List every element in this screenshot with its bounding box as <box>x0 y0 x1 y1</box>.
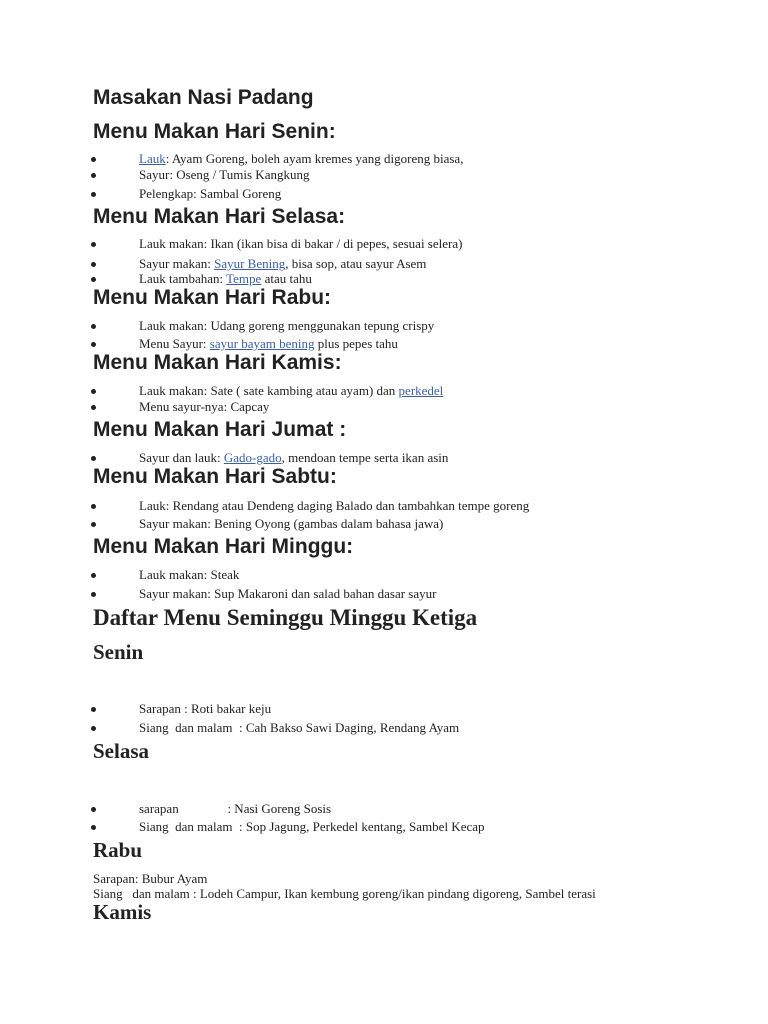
list-item: sarapan : Nasi Goreng Sosis <box>0 801 768 817</box>
list-item: Lauk: Rendang atau Dendeng daging Balado dan tambahkan tempe goreng <box>0 498 768 514</box>
list-item: Sarapan : Roti bakar keju <box>0 701 768 717</box>
bullet-icon <box>91 522 96 527</box>
bullet-icon <box>91 726 96 731</box>
page-title: Masakan Nasi Padang <box>93 86 314 109</box>
rabu-siang-malam-line: Siang dan malam : Lodeh Campur, Ikan kembung goreng/ikan pindang digoreng, Sambel terasi <box>93 886 596 901</box>
list-item: Lauk tambahan: Tempe atau tahu <box>0 271 768 287</box>
bullet-icon <box>91 707 96 712</box>
list-item: Menu Sayur: sayur bayam bening plus pepes tahu <box>0 336 768 352</box>
rabu-sarapan-line: Sarapan: Bubur Ayam <box>93 871 208 886</box>
heading-kamis: Menu Makan Hari Kamis: <box>93 351 342 374</box>
heading-daftar-rabu: Rabu <box>93 838 143 862</box>
heading-daftar-senin: Senin <box>93 640 144 664</box>
bullet-icon <box>91 592 96 597</box>
list-item: Menu sayur-nya: Capcay <box>0 399 768 415</box>
bullet-icon <box>91 173 96 178</box>
link-perkedel[interactable]: perkedel <box>398 383 444 398</box>
heading-sabtu: Menu Makan Hari Sabtu: <box>93 465 337 488</box>
list-item: Lauk: Ayam Goreng, boleh ayam kremes yang digoreng biasa, <box>0 151 768 167</box>
heading-daftar-kamis: Kamis <box>93 900 152 924</box>
link-gado-gado[interactable]: Gado-gado <box>223 450 282 465</box>
list-item: Pelengkap: Sambal Goreng <box>0 186 768 202</box>
bullet-icon <box>91 389 96 394</box>
bullet-icon <box>91 277 96 282</box>
link-lauk[interactable]: Lauk <box>139 151 166 166</box>
list-item: Sayur dan lauk: Gado-gado, mendoan tempe serta ikan asin <box>0 450 768 466</box>
heading-senin: Menu Makan Hari Senin: <box>93 120 336 143</box>
heading-minggu: Menu Makan Hari Minggu: <box>93 535 354 558</box>
list-item: Lauk makan: Udang goreng menggunakan tepung crispy <box>0 318 768 334</box>
list-item: Lauk makan: Steak <box>0 567 768 583</box>
bullet-icon <box>91 825 96 830</box>
list-item: Siang dan malam : Cah Bakso Sawi Daging, Rendang Ayam <box>0 720 768 736</box>
bullet-icon <box>91 242 96 247</box>
list-item: Lauk makan: Sate ( sate kambing atau ayam) dan perkedel <box>0 383 768 399</box>
heading-jumat: Menu Makan Hari Jumat : <box>93 418 347 441</box>
list-item: Sayur makan: Sup Makaroni dan salad bahan dasar sayur <box>0 586 768 602</box>
bullet-icon <box>91 192 96 197</box>
bullet-icon <box>91 342 96 347</box>
list-item: Sayur makan: Sayur Bening, bisa sop, atau sayur Asem <box>0 256 768 272</box>
bullet-icon <box>91 456 96 461</box>
bullet-icon <box>91 405 96 410</box>
heading-selasa: Menu Makan Hari Selasa: <box>93 205 346 228</box>
bullet-icon <box>91 157 96 162</box>
link-tempe[interactable]: Tempe <box>226 271 262 286</box>
list-item: Sayur: Oseng / Tumis Kangkung <box>0 167 768 183</box>
link-sayur-bening[interactable]: Sayur Bening <box>214 256 286 271</box>
list-item: Lauk makan: Ikan (ikan bisa di bakar / di pepes, sesuai selera) <box>0 236 768 252</box>
heading-daftar-menu: Daftar Menu Seminggu Minggu Ketiga <box>93 605 478 630</box>
bullet-icon <box>91 262 96 267</box>
bullet-icon <box>91 573 96 578</box>
list-item: Siang dan malam : Sop Jagung, Perkedel kentang, Sambel Kecap <box>0 819 768 835</box>
link-sayur-bayam-bening[interactable]: sayur bayam bening <box>209 336 315 351</box>
bullet-icon <box>91 807 96 812</box>
heading-rabu: Menu Makan Hari Rabu: <box>93 286 332 309</box>
list-item: Sayur makan: Bening Oyong (gambas dalam bahasa jawa) <box>0 516 768 532</box>
bullet-icon <box>91 324 96 329</box>
heading-daftar-selasa: Selasa <box>93 739 150 763</box>
bullet-icon <box>91 504 96 509</box>
